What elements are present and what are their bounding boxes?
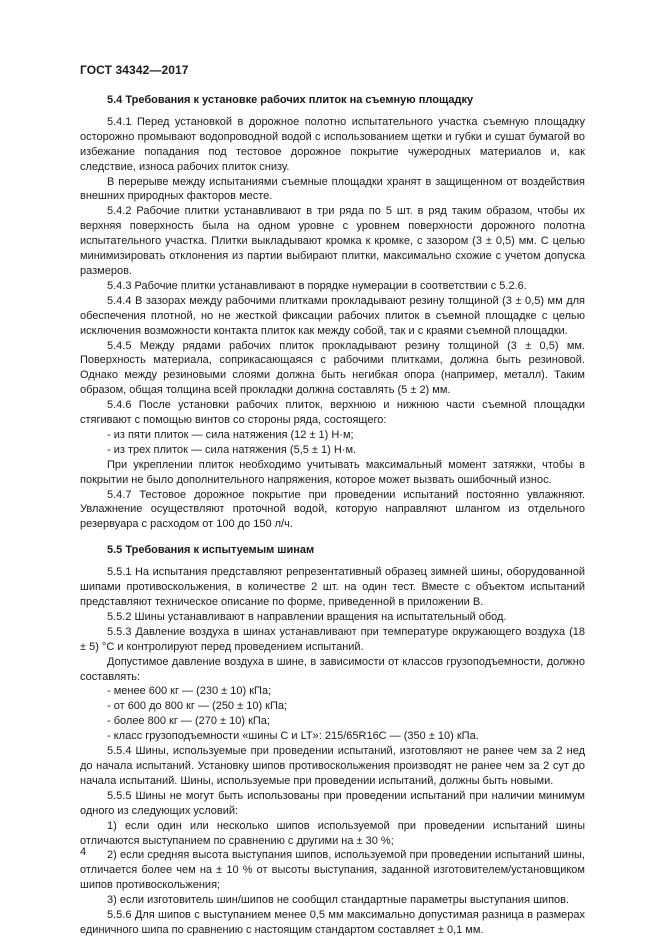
paragraph-5-4-4: 5.4.4 В зазорах между рабочими плитками прокладывают резину толщиной (3 ± 0,5) мм для обеспечения плотной, но не жесткой фиксации рабочих плиток в съемной площадке с целью исключения возможности контакта плиток как между собой, так и с краями съемной площадки. xyxy=(80,294,585,337)
condition-item: 2) если средняя высота выступания шипов, используемой при проведении испытаний шины, отличается более чем на ± 10 % от высоты выступания, заданной изготовителем/установщиком шипов противоскольжения; xyxy=(80,849,585,892)
page-content xyxy=(80,89,585,938)
section-title-5-4: 5.4 Требования к установке рабочих плиток на съемную площадку xyxy=(107,94,474,106)
page-number: 4 xyxy=(80,846,87,858)
list-item: - класс грузоподъемности «шины С и LT»: 215/65R16C — (350 ± 10) кПа. xyxy=(107,730,479,743)
standard-header: ГОСТ 34342—2017 xyxy=(80,63,189,77)
paragraph-pressure: Допустимое давление воздуха в шине, в зависимости от классов грузоподъемности, должно составлять: xyxy=(80,655,585,683)
condition-item: 1) если один или несколько шипов используемой при проведении испытаний шины отличаются выступанием по сравнению с другими на ± 30 %; xyxy=(80,819,585,847)
section-title-5-5: 5.5 Требования к испытуемым шинам xyxy=(107,544,315,557)
paragraph-5-4-7: 5.4.7 Тестовое дорожное покрытие при проведении испытаний постоянно увлажняют. Увлажнение осуществляют проточной водой, которую направляют шлангом из отдельного резервуара с расходом от 100 до 150 л/ч. xyxy=(80,488,585,531)
paragraph-5-5-4: 5.5.4 Шины, используемые при проведении испытаний, изготовляют не ранее чем за 2 нед до начала испытаний. Установку шипов противоскольжения производят не ранее чем за 2 сут до начала испытаний. Шины, используемые при проведении испытаний, должны быть новыми. xyxy=(80,745,585,787)
paragraph-5-5-1: 5.5.1 На испытания представляют репрезентативный образец зимней шины, оборудованной шипами противоскольжения, в количестве 2 шт. на один тест. Вместе с объектом испытаний представляют техническое описание по форме, приведенной в приложении В. xyxy=(80,566,585,608)
list-item: - из трех плиток — сила натяжения (5,5 ± 1) Н·м. xyxy=(107,443,357,456)
paragraph-5-5-6: 5.5.6 Для шипов с выступанием менее 0,5 мм максимально допустимая разница в размерах единичного шипа по сравнению с настоящим стандартом составляет ± 0,1 мм. xyxy=(80,909,585,936)
paragraph-5-5-2: 5.5.2 Шины устанавливают в направлении вращения на испытательный обод. xyxy=(107,610,507,623)
paragraph-5-4-6: 5.4.6 После установки рабочих плиток, верхнюю и нижнюю части съемной площадки стягивают с помощью винтов со стороны ряда, состоящего: xyxy=(80,399,585,427)
paragraph-5-4-3: 5.4.3 Рабочие плитки устанавливают в порядке нумерации в соответствии с 5.2.6. xyxy=(107,279,527,292)
paragraph-5-5-3: 5.5.3 Давление воздуха в шинах устанавливают при температуре окружающего воздуха (18 ± 5) °С и контролируют перед проведением испытаний. xyxy=(80,625,585,653)
paragraph-5-4-2: 5.4.2 Рабочие плитки устанавливают в три ряда по 5 шт. в ряд таким образом, чтобы их верхняя поверхность была на одном уровне с уровнем поверхности дорожного полотна испытательного участка. Плитки выкладывают кромка к кромке, с зазором (3 ± 0,5) мм. С целью минимизировать отклонения из партии выбирают плитки, максимально схожие с учетом допуска размеров. xyxy=(80,205,585,277)
list-item: - более 800 кг — (270 ± 10) кПа; xyxy=(107,715,270,728)
paragraph-5-4-5: 5.4.5 Между рядами рабочих плиток прокладывают резину толщиной (3 ± 0,5) мм. Поверхность материала, соприкасающаяся с рабочими плитками, должна быть резиновой. Однако между резиновыми слоями должна быть негибкая опора (например, металл). Таким образом, общая толщина всей прокладки должна составлять (5 ± 2) мм. xyxy=(80,339,585,397)
list-item: - менее 600 кг — (230 ± 10) кПа; xyxy=(107,685,272,698)
paragraph-torque-note: При укреплении плиток необходимо учитывать максимальный момент затяжки, чтобы в покрытии не было дополнительного напряжения, которое может вызвать ошибочный износ. xyxy=(80,458,585,486)
tension-list xyxy=(80,428,585,458)
list-item: - из пяти плиток — сила натяжения (12 ± 1) Н·м; xyxy=(107,428,354,441)
pressure-list xyxy=(80,684,585,744)
paragraph-5-5-5: 5.5.5 Шины не могут быть использованы при проведении испытаний при наличии минимум одного из следующих условий: xyxy=(80,789,585,817)
list-item: - от 600 до 800 кг — (250 ± 10) кПа; xyxy=(107,700,288,713)
paragraph-5-4-1: 5.4.1 Перед установкой в дорожное полотно испытательного участка съемную площадку осторожно промывают водопроводной водой с использованием щетки и губки и сушат бумагой во избежание попадания под тестовое дорожное покрытие чужеродных материалов и, как следствие, износа рабочих плиток снизу. xyxy=(80,115,585,173)
paragraph-storage: В перерыве между испытаниями съемные площадки хранят в защищенном от воздействия внешних природных факторов месте. xyxy=(80,175,585,203)
condition-item: 3) если изготовитель шин/шипов не сообщил стандартные параметры выступания шипов. xyxy=(107,894,570,907)
conditions-list xyxy=(80,819,585,908)
